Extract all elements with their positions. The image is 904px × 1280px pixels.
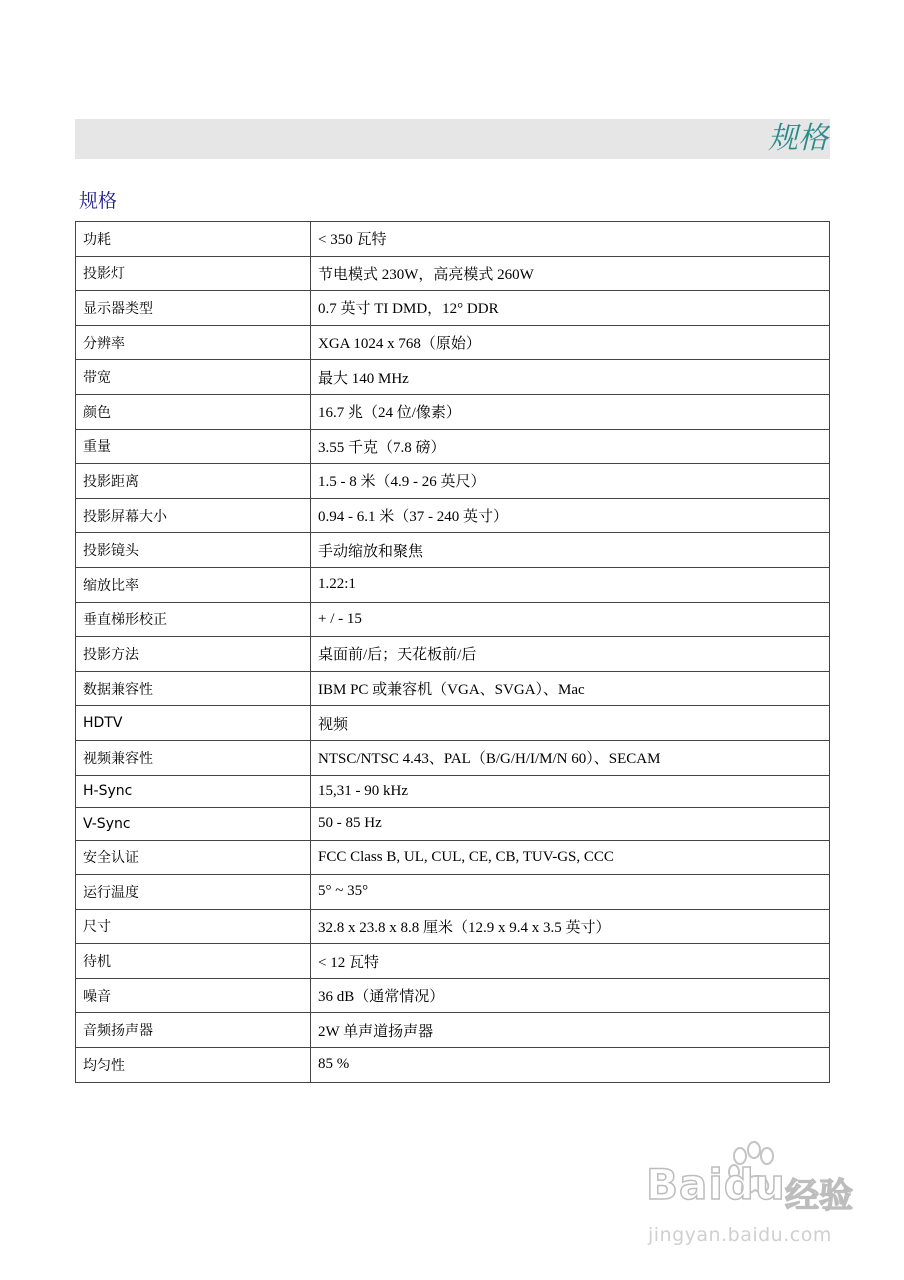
spec-key: 重量: [76, 429, 311, 464]
page-title: 规格: [768, 121, 828, 156]
table-row: [76, 394, 830, 429]
spec-value: 1.22:1: [311, 567, 830, 602]
spec-key: H-Sync: [76, 775, 311, 808]
spec-key: 数据兼容性: [76, 671, 311, 706]
spec-table: [75, 221, 830, 1083]
table-row: [76, 875, 830, 910]
spec-key: 音频扬声器: [76, 1013, 311, 1048]
table-row: [76, 978, 830, 1013]
spec-value: 5° ~ 35°: [311, 875, 830, 910]
spec-key: 分辨率: [76, 325, 311, 360]
spec-key: 视频兼容性: [76, 740, 311, 775]
spec-value: 最大 140 MHz: [311, 360, 830, 395]
spec-value: XGA 1024 x 768（原始）: [311, 325, 830, 360]
spec-key: V-Sync: [76, 808, 311, 841]
spec-key: 显示器类型: [76, 291, 311, 326]
table-row: [76, 740, 830, 775]
table-row: [76, 533, 830, 568]
table-row: [76, 1013, 830, 1048]
spec-key: 投影距离: [76, 464, 311, 499]
baidu-watermark: [642, 1140, 872, 1270]
spec-value: 视频: [311, 706, 830, 741]
table-row: [76, 840, 830, 875]
watermark-brand: 经验: [785, 1176, 853, 1216]
table-row: [76, 637, 830, 672]
table-row: [76, 498, 830, 533]
spec-value: 0.7 英寸 TI DMD，12° DDR: [311, 291, 830, 326]
spec-value: 16.7 兆（24 位/像素）: [311, 394, 830, 429]
spec-value: 桌面前/后；天花板前/后: [311, 637, 830, 672]
spec-value: + / - 15: [311, 602, 830, 637]
spec-key: 运行温度: [76, 875, 311, 910]
spec-value: NTSC/NTSC 4.43、PAL（B/G/H/I/M/N 60）、SECAM: [311, 740, 830, 775]
spec-value: 节电模式 230W，高亮模式 260W: [311, 256, 830, 291]
table-row: [76, 222, 830, 257]
spec-key: 尺寸: [76, 909, 311, 944]
spec-key: 安全认证: [76, 840, 311, 875]
spec-value: < 12 瓦特: [311, 944, 830, 979]
table-row: [76, 464, 830, 499]
spec-value: 32.8 x 23.8 x 8.8 厘米（12.9 x 9.4 x 3.5 英寸）: [311, 909, 830, 944]
table-row: [76, 291, 830, 326]
table-row: [76, 360, 830, 395]
spec-value: 手动缩放和聚焦: [311, 533, 830, 568]
table-row: [76, 808, 830, 841]
table-row: [76, 602, 830, 637]
spec-value: 2W 单声道扬声器: [311, 1013, 830, 1048]
spec-key: HDTV: [76, 706, 311, 741]
spec-value: FCC Class B, UL, CUL, CE, CB, TUV-GS, CCC: [311, 840, 830, 875]
table-row: [76, 1048, 830, 1083]
section-title: 规格: [79, 190, 118, 212]
table-row: [76, 944, 830, 979]
table-row: [76, 256, 830, 291]
spec-value: IBM PC 或兼容机（VGA、SVGA）、Mac: [311, 671, 830, 706]
spec-key: 缩放比率: [76, 567, 311, 602]
table-row: [76, 567, 830, 602]
watermark-logo: Baidu: [646, 1160, 786, 1209]
spec-value: 50 - 85 Hz: [311, 808, 830, 841]
spec-key: 投影灯: [76, 256, 311, 291]
spec-key: 噪音: [76, 978, 311, 1013]
page-header-bar: [75, 119, 830, 159]
spec-key: 功耗: [76, 222, 311, 257]
spec-value: 15,31 - 90 kHz: [311, 775, 830, 808]
spec-value: 36 dB（通常情况）: [311, 978, 830, 1013]
spec-key: 颜色: [76, 394, 311, 429]
spec-key: 带宽: [76, 360, 311, 395]
spec-value: < 350 瓦特: [311, 222, 830, 257]
spec-key: 待机: [76, 944, 311, 979]
table-row: [76, 775, 830, 808]
spec-value: 1.5 - 8 米（4.9 - 26 英尺）: [311, 464, 830, 499]
table-row: [76, 909, 830, 944]
spec-value: 3.55 千克（7.8 磅）: [311, 429, 830, 464]
spec-value: 85 %: [311, 1048, 830, 1083]
spec-key: 投影屏幕大小: [76, 498, 311, 533]
table-row: [76, 706, 830, 741]
table-row: [76, 671, 830, 706]
table-row: [76, 429, 830, 464]
spec-key: 投影方法: [76, 637, 311, 672]
watermark-url: jingyan.baidu.com: [648, 1224, 832, 1246]
spec-value: 0.94 - 6.1 米（37 - 240 英寸）: [311, 498, 830, 533]
spec-key: 垂直梯形校正: [76, 602, 311, 637]
spec-key: 投影镜头: [76, 533, 311, 568]
spec-key: 均匀性: [76, 1048, 311, 1083]
table-row: [76, 325, 830, 360]
